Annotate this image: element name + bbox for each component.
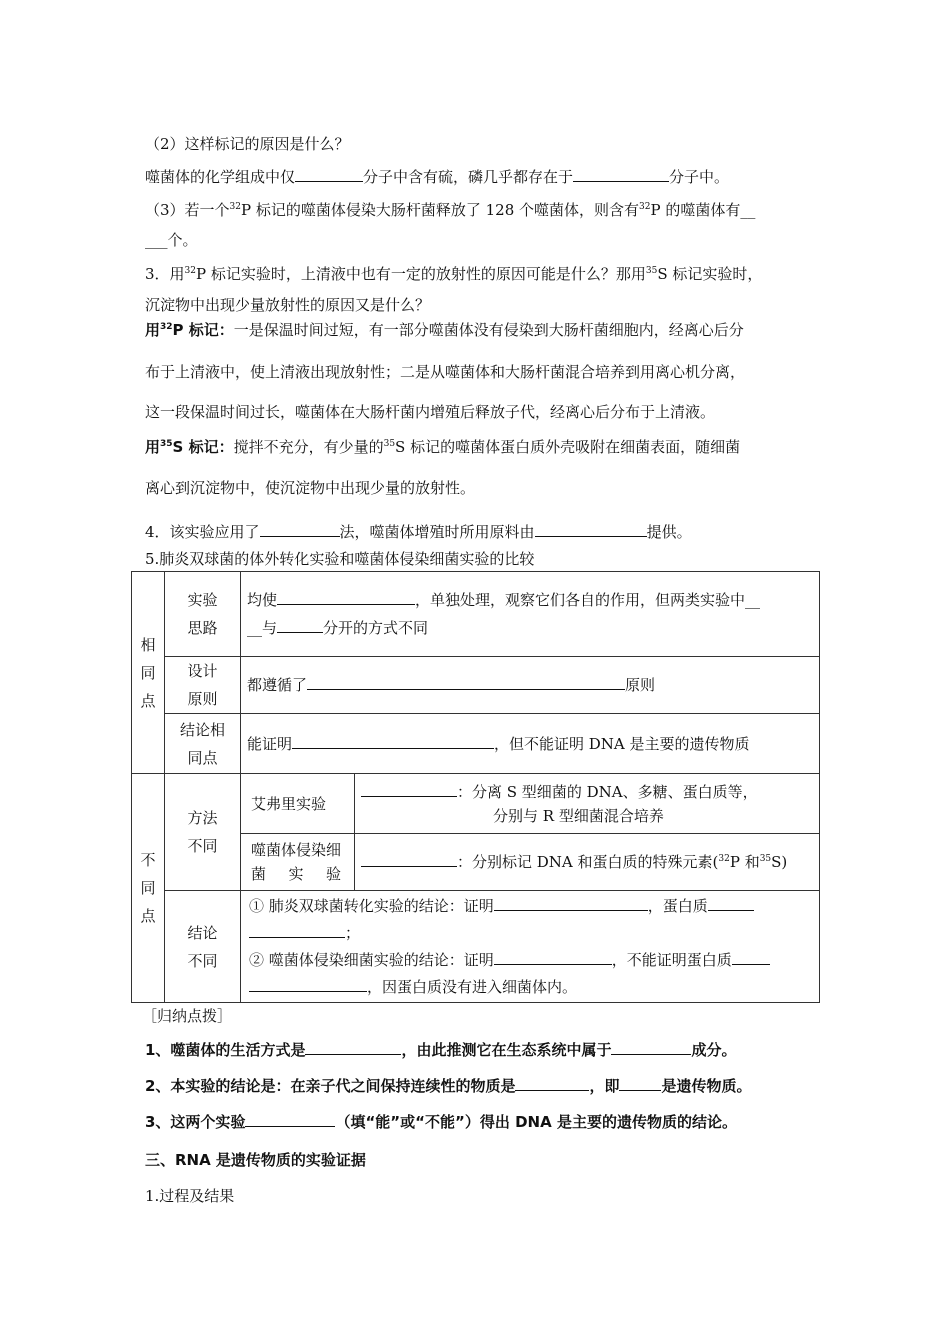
s35-explanation-line2: 离心到沉淀物中，使沉淀物中出现少量的放射性。 xyxy=(145,479,476,497)
answer-blank[interactable] xyxy=(292,734,494,749)
answer-blank[interactable] xyxy=(249,977,367,992)
row-label-method: 方法不同 xyxy=(165,774,241,891)
answer-blank[interactable] xyxy=(515,1076,589,1091)
p32-explanation-line1: 用$^{32}$P 标记：一是保温时间过短，有一部分噬菌体没有侵染到大肠杆菌细胞内，经离心后分 xyxy=(145,321,744,339)
row-content-design: 都遵循了 原则 xyxy=(241,657,820,714)
row-label-conclusion-diff: 结论不同 xyxy=(165,891,241,1003)
answer-blank[interactable] xyxy=(305,1040,401,1055)
answer-blank[interactable] xyxy=(732,950,770,965)
p32-explanation-line2: 布于上清液中，使上清液出现放射性；二是从噬菌体和大肠杆菌混合培养到用离心机分离， xyxy=(145,363,746,381)
summary-2: 2、本实验的结论是：在亲子代之间保持连续性的物质是 ，即 是遗传物质。 xyxy=(145,1077,752,1095)
answer-blank[interactable] xyxy=(619,1076,661,1091)
answer-blank[interactable] xyxy=(535,522,647,537)
answer-blank[interactable] xyxy=(494,950,612,965)
question-3: （3）若一个$^{32}$P 标记的噬菌体侵染大肠杆菌释放了 128 个噬菌体，则含有$^{32}$P 的噬菌体有__ xyxy=(145,201,756,219)
answer-blank[interactable] xyxy=(573,167,669,182)
answer-blank[interactable] xyxy=(277,590,415,605)
question-2-label: （2）这样标记的原因是什么？ xyxy=(145,135,350,153)
avery-experiment-label: 艾弗里实验 xyxy=(241,774,355,834)
answer-blank[interactable] xyxy=(494,896,648,911)
answer-blank[interactable] xyxy=(245,1112,335,1127)
comparison-table xyxy=(131,571,820,1003)
answer-blank[interactable] xyxy=(307,675,625,690)
item-4: 4．该实验应用了 法，噬菌体增殖时所用原料由 提供。 xyxy=(145,523,692,541)
subsection-1-title: 1.过程及结果 xyxy=(145,1187,235,1205)
answer-blank[interactable] xyxy=(708,896,754,911)
avery-experiment-method: ：分离 S 型细菌的 DNA、多糖、蛋白质等， 分别与 R 型细菌混合培养 xyxy=(355,774,820,834)
phage-experiment-method: ：分别标记 DNA 和蛋白质的特殊元素($^{32}$P 和$^{35}$S) xyxy=(355,834,820,891)
summary-1: 1、噬菌体的生活方式是 ，由此推测它在生态系统中属于 成分。 xyxy=(145,1041,737,1059)
answer-blank[interactable] xyxy=(361,782,457,797)
phage-experiment-label: 噬菌体侵染细菌实验 xyxy=(241,834,355,891)
row-content-idea: 均使 ，单独处理，观察它们各自的作用，但两类实验中__ __与 分开的方式不同 xyxy=(241,572,820,657)
summary-header: ［归纳点拨］ xyxy=(142,1007,233,1025)
answer-blank[interactable] xyxy=(611,1040,691,1055)
item-5-title: 5.肺炎双球菌的体外转化实验和噬菌体侵染细菌实验的比较 xyxy=(145,550,535,568)
answer-blank[interactable] xyxy=(249,923,345,938)
section-3-title: 三、RNA 是遗传物质的实验证据 xyxy=(145,1151,366,1169)
row-content-conclusion-diff: ① 肺炎双球菌转化实验的结论：证明 ，蛋白质 ； ② 噬菌体侵染细菌实验的结论：证明 ，不能证明蛋白质 ，因蛋白质没有进入细菌体内。 xyxy=(241,891,820,1003)
item-3-question-cont: 沉淀物中出现少量放射性的原因又是什么？ xyxy=(145,296,431,314)
row-label-conclusion-same: 结论相同点 xyxy=(165,714,241,774)
answer-blank[interactable] xyxy=(277,618,323,633)
answer-blank[interactable] xyxy=(361,852,457,867)
p32-explanation-line3: 这一段保温时间过长，噬菌体在大肠杆菌内增殖后释放子代，经离心后分布于上清液。 xyxy=(145,403,716,421)
item-3-question: 3．用$^{32}$P 标记实验时，上清液中也有一定的放射性的原因可能是什么？那用$^{35}$S 标记实验时， xyxy=(145,265,763,283)
row-label-idea: 实验思路 xyxy=(165,572,241,657)
question-3-cont: ___个。 xyxy=(145,231,198,249)
diff-points-header: 不同点 xyxy=(132,774,165,1003)
s35-explanation-line1: 用$^{35}$S 标记：搅拌不充分，有少量的$^{35}$S 标记的噬菌体蛋白质外壳吸附在细菌表面，随细菌 xyxy=(145,438,741,456)
answer-blank[interactable] xyxy=(295,167,363,182)
question-2-answer: 噬菌体的化学组成中仅 分子中含有硫，磷几乎都存在于 分子中。 xyxy=(145,168,730,186)
row-content-conclusion-same: 能证明 ，但不能证明 DNA 是主要的遗传物质 xyxy=(241,714,820,774)
row-label-design: 设计原则 xyxy=(165,657,241,714)
summary-3: 3、这两个实验 （填“能”或“不能”）得出 DNA 是主要的遗传物质的结论。 xyxy=(145,1113,737,1131)
answer-blank[interactable] xyxy=(260,522,340,537)
same-points-header: 相同点 xyxy=(132,572,165,774)
